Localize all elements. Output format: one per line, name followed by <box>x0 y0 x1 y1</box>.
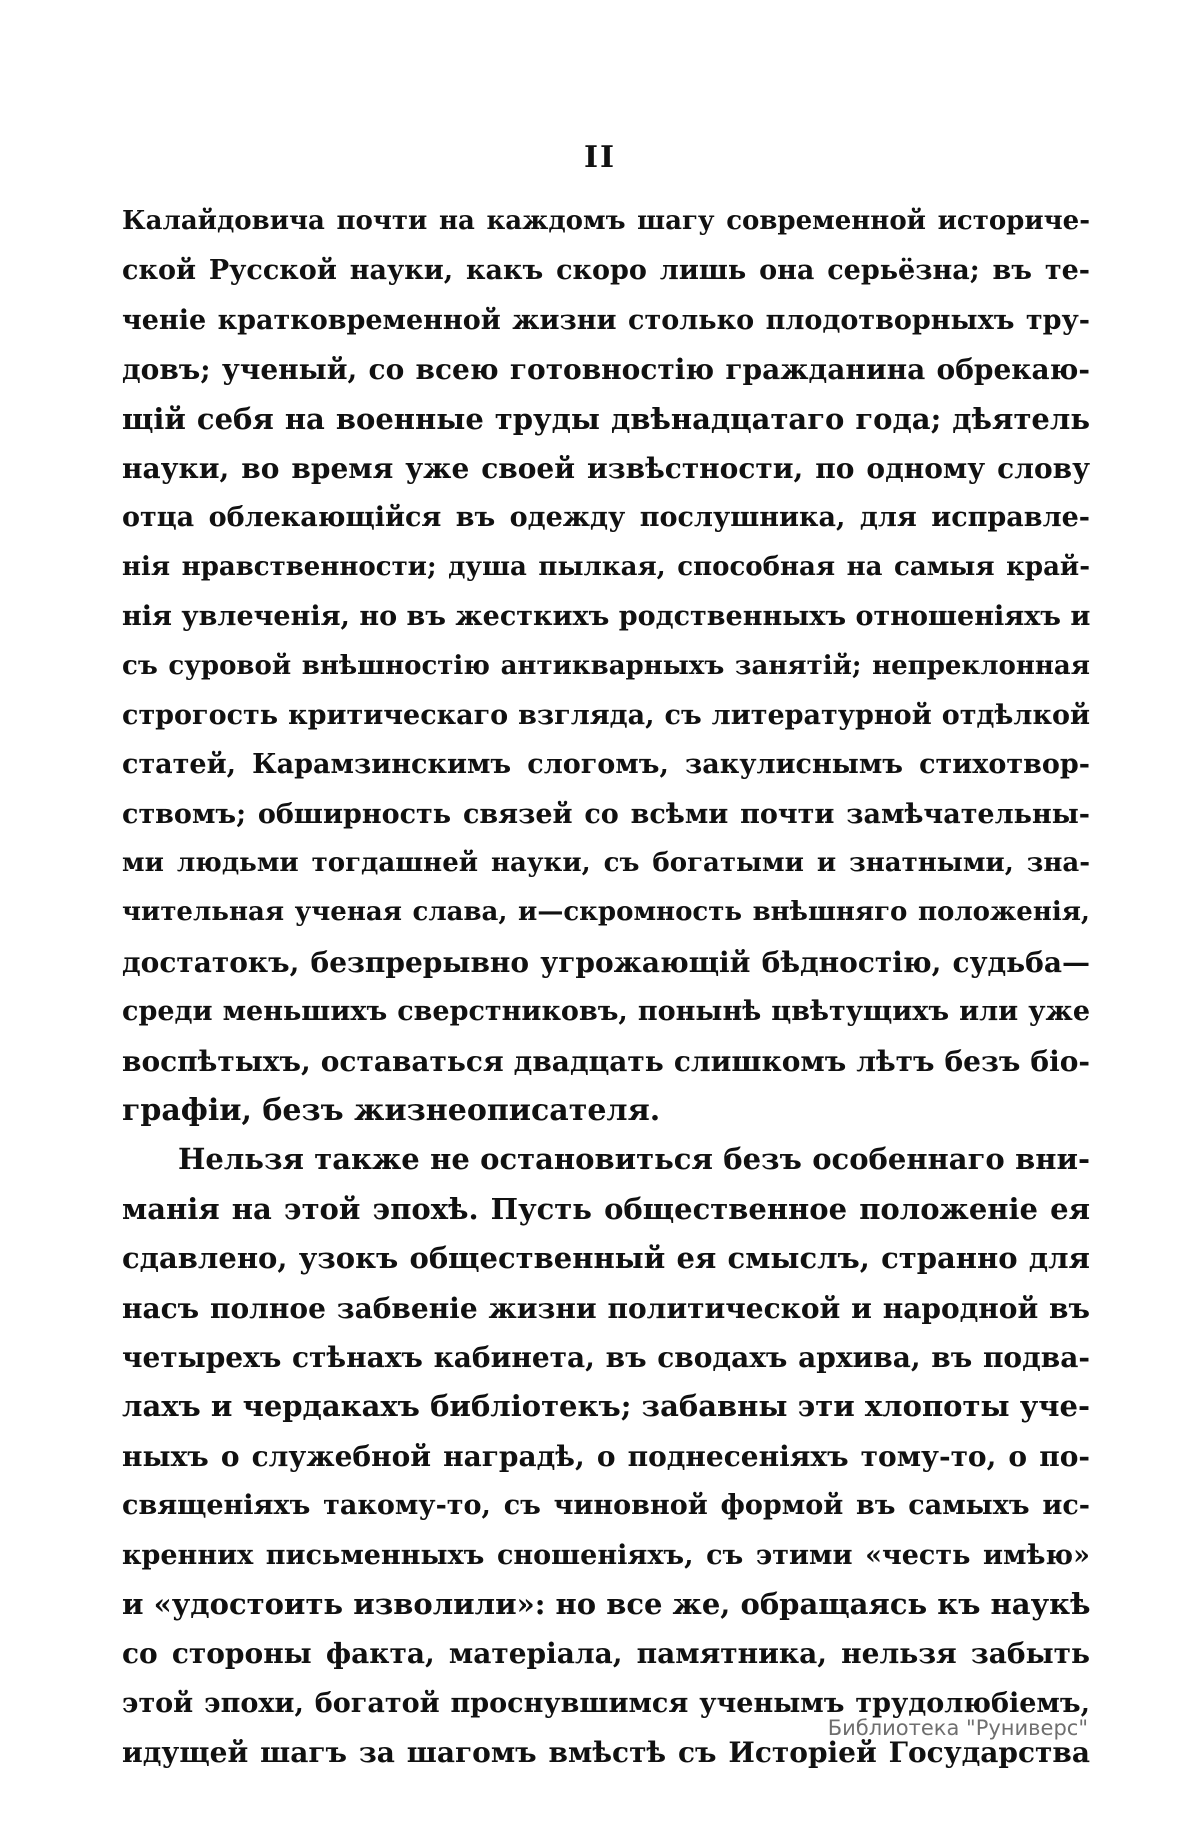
text-line: манія на этой эпохѣ. Пусть общественное положеніе ея <box>122 1191 1090 1226</box>
page-number: II <box>583 140 617 175</box>
text-line: съ суровой внѣшностію антикварныхъ занятій; непреклонная <box>122 650 1090 681</box>
text-line: нія увлеченія, но въ жесткихъ родственныхъ отношеніяхъ и <box>122 601 1091 633</box>
text-line: ствомъ; обширность связей со всѣми почти замѣчательны- <box>122 798 1090 830</box>
text-line: науки, во время уже своей извѣстности, по одному слову <box>122 451 1090 485</box>
text-line: ми людьми тогдашней науки, съ богатыми и знатными, зна- <box>122 848 1090 879</box>
text-line: достатокъ, безпрерывно угрожающій бѣдностію, судьба— <box>122 945 1090 979</box>
text-line: Нельзя также не остановиться безъ особеннаго вни- <box>178 1142 1090 1177</box>
body-text <box>122 197 1090 1778</box>
text-line: священіяхъ такому-то, съ чиновной формой въ самыхъ ис- <box>122 1490 1090 1522</box>
text-line: и «удостоить изволили»: но все же, обращаясь къ наукѣ <box>122 1586 1091 1621</box>
paragraph-1 <box>122 197 1090 1135</box>
text-line: со стороны факта, матеріала, памятника, нельзя забыть <box>122 1637 1090 1671</box>
text-line: ской Русской науки, какъ скоро лишь она серьёзна; въ те- <box>122 255 1090 287</box>
text-line: статей, Карамзинскимъ слогомъ, закулиснымъ стихотвор- <box>122 749 1090 781</box>
text-line: кренних письменныхъ сношеніяхъ, съ этими «честь имѣю» <box>122 1539 1090 1571</box>
library-watermark: Библиотека "Руниверс" <box>827 1716 1088 1740</box>
text-line: среди меньшихъ сверстниковъ, понынѣ цвѣтущихъ или уже <box>122 996 1090 1028</box>
text-line: ченіе кратковременной жизни столько плодотворныхъ тру- <box>122 304 1090 336</box>
text-line: идущей шагъ за шагомъ вмѣстѣ съ Исторіей Государства <box>122 1736 1090 1770</box>
text-line: воспѣтыхъ, оставаться двадцать слишкомъ лѣтъ безъ біо- <box>122 1044 1090 1078</box>
text-line: сдавлено, узокъ общественный ея смыслъ, странно для <box>122 1241 1090 1276</box>
text-line: четырехъ стѣнахъ кабинета, въ сводахъ архива, въ подва- <box>122 1340 1090 1374</box>
text-line: отца облекающійся въ одежду послушника, для исправле- <box>122 502 1090 534</box>
text-line: строгость критическаго взгляда, съ литературной отдѣлкой <box>122 699 1090 731</box>
text-line: Калайдовича почти на каждомъ шагу современной историче- <box>122 206 1090 236</box>
text-line: щій себя на военные труды двѣнадцатаго года; дѣятель <box>122 401 1090 436</box>
text-line: довъ; ученый, со всею готовностію гражданина обрекаю- <box>122 353 1090 387</box>
text-line: насъ полное забвеніе жизни политической и народной въ <box>122 1291 1090 1325</box>
paragraph-2 <box>122 1135 1090 1777</box>
text-line: этой эпохи, богатой проснувшимся ученымъ трудолюбіемъ, <box>122 1687 1090 1719</box>
text-line: лахъ и чердакахъ библіотекъ; забавны эти хлопоты уче- <box>122 1389 1090 1424</box>
text-line: графіи, безъ жизнеописателя. <box>122 1093 661 1129</box>
text-line: ныхъ о служебной наградѣ, о поднесеніяхъ тому-то, о по- <box>122 1439 1090 1473</box>
text-line: нія нравственности; душа пылкая, способная на самыя край- <box>122 551 1090 582</box>
text-line: чительная ученая слава, и—скромность внѣшняго положенія, <box>122 897 1090 928</box>
